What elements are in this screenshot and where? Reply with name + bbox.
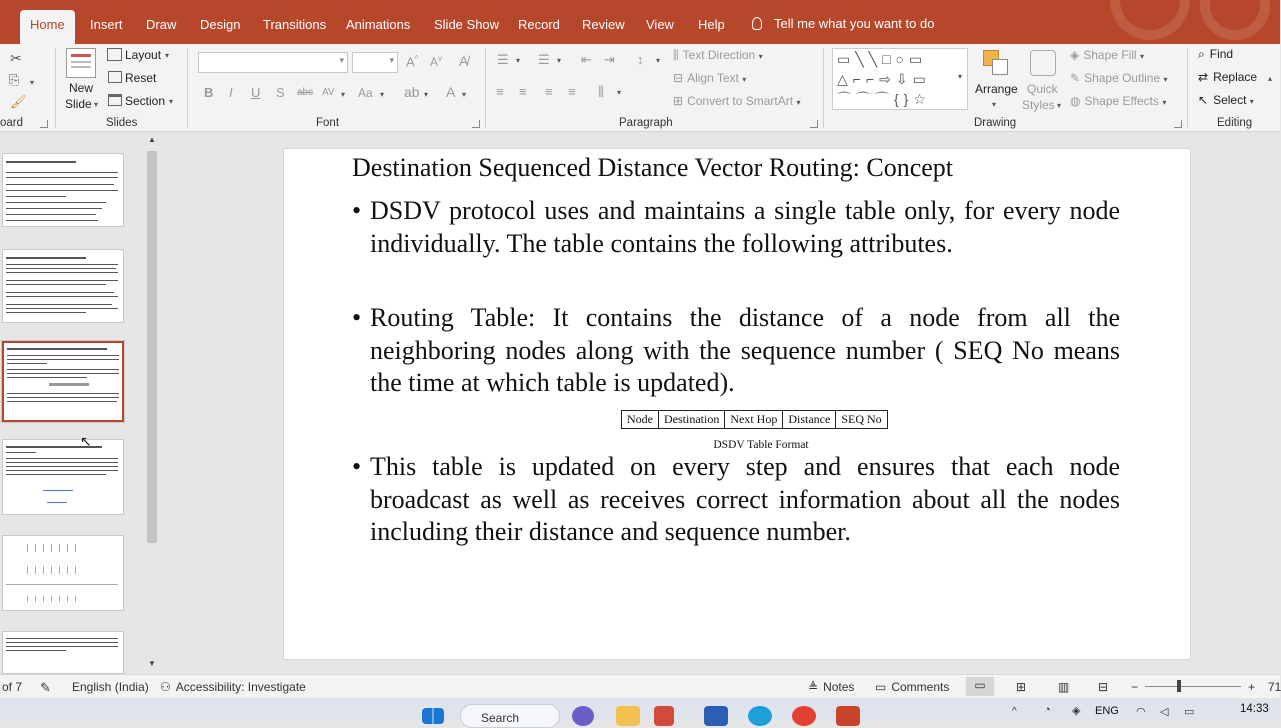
language-status[interactable]: English (India) xyxy=(72,680,149,694)
cursor-icon: ↖ xyxy=(1198,93,1209,107)
zoom-out-icon[interactable]: − xyxy=(1131,680,1139,694)
bullet-marker: • xyxy=(352,452,362,481)
clipboard-launcher-icon[interactable] xyxy=(40,120,48,128)
find-button[interactable] xyxy=(1198,47,1233,62)
taskbar-search-label: Search xyxy=(481,711,520,725)
notes-icon: ≜ xyxy=(808,680,819,694)
table-header-cell: Next Hop xyxy=(725,411,783,429)
text-direction-button[interactable]: ⫼ Text Direction ▾ xyxy=(673,48,763,62)
replace-label: Replace xyxy=(1213,70,1258,84)
slide-thumbnail[interactable] xyxy=(2,535,124,611)
replace-button[interactable] xyxy=(1198,70,1257,84)
bullets-icon[interactable]: ☰ xyxy=(497,52,509,67)
arrange-button[interactable]: Arrange xyxy=(975,82,1018,96)
divider xyxy=(485,48,486,128)
grow-font-icon[interactable]: A^ xyxy=(406,54,419,70)
notes-check-icon[interactable]: ✎ xyxy=(40,680,51,695)
editing-group-label: Editing xyxy=(1217,117,1253,129)
section-icon xyxy=(108,94,122,106)
slide-sorter-icon[interactable]: ⊞ xyxy=(1016,680,1027,694)
bullet-text: Routing Table: It contains the distance of a node from all the neighboring nodes along with the sequence number ( SEQ No means the time at which table is updated). xyxy=(370,303,1120,397)
wifi-icon[interactable]: ◠ xyxy=(1136,706,1146,718)
tray-icon[interactable]: ◈ xyxy=(1072,705,1081,717)
slide-thumbnail[interactable] xyxy=(2,631,124,674)
section-dropdown-icon[interactable]: ▾ xyxy=(169,97,174,106)
quick-styles-button[interactable]: Quick xyxy=(1027,82,1058,96)
new-slide-button[interactable]: New xyxy=(69,81,94,95)
input-language[interactable]: ENG xyxy=(1095,705,1119,717)
columns-icon[interactable]: ⫼ xyxy=(598,84,604,99)
table-header-cell: Distance xyxy=(783,411,836,429)
tab-transitions[interactable]: Transitions xyxy=(263,17,327,32)
slide-canvas[interactable] xyxy=(283,148,1191,660)
layout-icon xyxy=(107,48,122,61)
copy-dropdown-icon[interactable]: ▾ xyxy=(30,78,35,87)
divider xyxy=(1187,48,1188,128)
divider xyxy=(187,48,188,128)
underline-button[interactable]: U xyxy=(251,85,261,100)
pen-icon: ✎ xyxy=(1070,71,1081,85)
font-group-label: Font xyxy=(316,117,340,129)
clear-formatting-icon[interactable]: A̸ xyxy=(459,53,469,69)
section-button[interactable]: Section xyxy=(125,94,166,108)
tab-draw[interactable]: Draw xyxy=(146,17,177,32)
layout-button[interactable]: Layout xyxy=(125,48,162,62)
bullet-marker: • xyxy=(352,303,362,332)
text-direction-label: Text Direction xyxy=(682,48,756,62)
shapes-gallery[interactable]: ▭╲╲□○▭ △⌐⌐⇨⇩▭ ⌒⌒⌒{}☆ xyxy=(832,48,968,110)
slide-thumbnail[interactable] xyxy=(2,153,124,227)
paragraph-group-label: Paragraph xyxy=(619,117,673,129)
drawing-launcher-icon[interactable] xyxy=(1174,120,1182,128)
reset-button[interactable]: Reset xyxy=(125,71,157,85)
scroll-down-icon[interactable]: ▼ xyxy=(148,659,156,668)
font-color-dropdown-icon[interactable]: ▾ xyxy=(462,90,467,99)
slide-thumbnail[interactable] xyxy=(2,249,124,323)
new-slide-button-line2[interactable]: Slide xyxy=(65,97,92,111)
slide-show-icon[interactable]: ⊟ xyxy=(1098,680,1109,694)
layout-dropdown-icon[interactable]: ▾ xyxy=(165,51,170,60)
clock[interactable]: 14:33 xyxy=(1240,703,1269,715)
accessibility-status[interactable] xyxy=(160,680,306,694)
change-case-button[interactable]: Aa xyxy=(358,86,373,100)
shape-outline-label: Shape Outline xyxy=(1084,71,1161,85)
teams-icon[interactable] xyxy=(572,706,594,726)
format-painter-icon[interactable]: 🖌 xyxy=(10,94,27,109)
quick-styles-icon xyxy=(1030,50,1056,76)
comments-label: Comments xyxy=(891,680,950,694)
tray-icon[interactable]: ◔ xyxy=(1044,704,1051,716)
tab-animations[interactable]: Animations xyxy=(346,17,411,32)
font-size-combo[interactable] xyxy=(352,52,398,73)
zoom-in-icon[interactable]: + xyxy=(1248,680,1256,694)
shape-fill-label: Shape Fill xyxy=(1083,48,1137,62)
tab-help[interactable]: Help xyxy=(698,17,725,32)
line-spacing-icon[interactable]: ↕ xyxy=(637,52,644,67)
slide-bullet[interactable] xyxy=(352,195,1120,260)
table-header-cell: SEQ No xyxy=(836,411,887,429)
taskbar-search-box[interactable] xyxy=(460,704,560,728)
bold-button[interactable]: B xyxy=(204,85,214,100)
paragraph-launcher-icon[interactable] xyxy=(810,120,818,128)
align-right-icon[interactable]: ≡ xyxy=(545,84,553,99)
slide-thumbnail-panel xyxy=(0,133,163,674)
increase-indent-icon[interactable]: ⇥ xyxy=(604,52,615,67)
table-header-cell: Node xyxy=(622,411,659,429)
table-caption: DSDV Table Format xyxy=(713,439,809,451)
cut-icon[interactable]: ✂ xyxy=(10,50,22,66)
tell-me-text: Tell me what you want to do xyxy=(774,16,935,31)
find-label: Find xyxy=(1209,47,1234,61)
new-slide-dropdown-icon[interactable]: ▾ xyxy=(94,100,99,109)
zoom-slider-thumb[interactable] xyxy=(1177,680,1181,692)
columns-dropdown-icon[interactable]: ▾ xyxy=(617,88,622,97)
zoom-slider[interactable] xyxy=(1145,686,1241,687)
windows-taskbar xyxy=(0,698,1280,725)
replace-icon: ⇄ xyxy=(1198,70,1209,84)
taskbar-app-icon[interactable] xyxy=(654,706,674,726)
notes-button[interactable] xyxy=(808,680,854,694)
select-button[interactable]: ↖ Select ▾ xyxy=(1198,93,1254,107)
bullet-marker: • xyxy=(352,196,362,225)
paint-bucket-icon: ◈ xyxy=(1070,48,1080,62)
slide-title[interactable]: Destination Sequenced Distance Vector Routing: Concept xyxy=(352,153,953,182)
convert-smartart-label: Convert to SmartArt xyxy=(687,94,794,108)
scroll-up-icon[interactable]: ▲ xyxy=(148,135,156,144)
line-spacing-dropdown-icon[interactable]: ▾ xyxy=(656,56,661,65)
table-row xyxy=(622,411,888,429)
highlight-icon[interactable]: ab xyxy=(404,84,420,100)
tab-home[interactable]: Home xyxy=(20,10,75,44)
align-text-button[interactable]: ⊟ Align Text ▾ xyxy=(673,71,747,85)
arrange-dropdown-icon[interactable]: ▾ xyxy=(992,100,997,109)
strikethrough-button[interactable]: abc xyxy=(297,87,314,98)
comment-icon: ▭ xyxy=(875,680,887,694)
accessibility-label: Accessibility: Investigate xyxy=(175,680,306,694)
copy-icon[interactable]: ⎘ xyxy=(9,72,20,87)
status-bar xyxy=(0,674,1280,698)
quick-styles-dropdown-icon[interactable]: ▾ xyxy=(1057,101,1062,110)
tell-me-search[interactable] xyxy=(752,16,934,31)
select-label: Select xyxy=(1213,93,1247,107)
search-icon: ⌕ xyxy=(1198,47,1205,61)
tab-slide-show[interactable]: Slide Show xyxy=(434,17,500,32)
title-bar-decoration xyxy=(1050,0,1280,44)
spacing-dropdown-icon[interactable]: ▾ xyxy=(341,90,346,99)
shape-effects-label: Shape Effects xyxy=(1084,94,1159,108)
case-dropdown-icon[interactable]: ▾ xyxy=(380,90,385,99)
dsdv-table[interactable] xyxy=(621,410,888,429)
font-launcher-icon[interactable] xyxy=(472,120,480,128)
mouse-cursor-icon: ↖ xyxy=(80,433,92,449)
powerpoint-icon[interactable] xyxy=(836,706,860,726)
numbering-icon[interactable]: ☰ xyxy=(538,52,550,67)
tab-view[interactable]: View xyxy=(646,17,674,32)
file-explorer-icon[interactable] xyxy=(616,706,640,726)
volume-icon[interactable]: ◁ xyxy=(1160,706,1169,718)
align-center-icon[interactable]: ≡ xyxy=(519,84,527,99)
shape-outline-button[interactable]: ✎ Shape Outline ▾ xyxy=(1070,71,1168,85)
bullets-dropdown-icon[interactable]: ▾ xyxy=(516,56,521,65)
character-spacing-button[interactable]: AV xyxy=(322,87,335,98)
bullet-text: DSDV protocol uses and maintains a single table only, for every node individually. The table contains the following attributes. xyxy=(370,196,1120,258)
clipboard-group-label: oard xyxy=(0,117,24,129)
slides-group-label: Slides xyxy=(106,117,138,129)
justify-icon[interactable]: ≡ xyxy=(568,84,576,99)
reset-icon xyxy=(108,71,122,83)
tray-chevron-icon[interactable]: ^ xyxy=(1012,706,1017,717)
shapes-more-icon[interactable]: ▾ xyxy=(958,72,963,81)
comments-button[interactable] xyxy=(875,680,949,694)
ribbon xyxy=(0,44,1280,132)
chrome-icon[interactable] xyxy=(792,706,816,726)
tab-design[interactable]: Design xyxy=(200,17,241,32)
edge-icon[interactable] xyxy=(748,706,772,726)
numbering-dropdown-icon[interactable]: ▾ xyxy=(557,56,562,65)
quick-styles-button-line2[interactable]: Styles xyxy=(1022,98,1055,112)
lightbulb-icon xyxy=(752,17,762,30)
table-header-cell: Destination xyxy=(659,411,725,429)
shrink-font-icon[interactable]: $A^v$ xyxy=(430,54,443,69)
zoom-level[interactable]: 71 xyxy=(1268,680,1281,694)
tab-record[interactable]: Record xyxy=(518,17,560,32)
reading-view-icon[interactable]: ▥ xyxy=(1058,680,1070,694)
battery-icon[interactable]: ▭ xyxy=(1184,706,1195,718)
ribbon-collapse-icon[interactable]: ▴ xyxy=(1268,74,1273,83)
shadow-button[interactable]: S xyxy=(276,85,285,100)
ribbon-tab-bar xyxy=(0,0,1280,44)
slide-bullet[interactable] xyxy=(352,451,1120,549)
arrange-icon xyxy=(983,50,1009,76)
slide-thumbnail[interactable] xyxy=(2,439,124,515)
slide-thumbnail-selected[interactable] xyxy=(2,341,124,422)
highlight-dropdown-icon[interactable]: ▾ xyxy=(424,90,429,99)
decrease-indent-icon[interactable]: ⇤ xyxy=(581,52,592,67)
bullet-text: This table is updated on every step and ensures that each node broadcast as well as receives correct information about all the nodes including their distance and sequence number. xyxy=(370,452,1120,546)
notes-label: Notes xyxy=(823,680,855,694)
scrollbar-thumb[interactable] xyxy=(147,151,157,543)
accessibility-icon: ⚇ xyxy=(160,680,171,694)
italic-button[interactable]: I xyxy=(229,85,233,100)
normal-view-icon[interactable]: ▭ xyxy=(966,677,994,696)
shape-effects-button[interactable]: ◍ Shape Effects ▾ xyxy=(1070,94,1167,108)
tab-insert[interactable]: Insert xyxy=(90,17,123,32)
tab-review[interactable]: Review xyxy=(582,17,625,32)
font-name-combo[interactable] xyxy=(198,52,348,73)
drawing-group-label: Drawing xyxy=(974,117,1017,129)
word-icon[interactable] xyxy=(704,706,728,726)
divider xyxy=(823,48,824,128)
shape-fill-button[interactable]: ◈ Shape Fill ▾ xyxy=(1070,48,1144,62)
align-text-label: Align Text xyxy=(687,71,739,85)
effects-icon: ◍ xyxy=(1070,94,1081,108)
windows-start-icon[interactable] xyxy=(422,708,444,724)
convert-smartart-button[interactable]: ⊞ Convert to SmartArt ▾ xyxy=(673,94,801,108)
slide-bullet[interactable] xyxy=(352,302,1120,400)
align-left-icon[interactable]: ≡ xyxy=(496,84,504,99)
divider xyxy=(55,48,56,128)
thumbnail-scrollbar[interactable] xyxy=(145,135,159,673)
slide-count[interactable]: of 7 xyxy=(2,680,23,694)
font-color-icon[interactable]: A xyxy=(446,84,456,100)
new-slide-icon[interactable] xyxy=(66,48,96,78)
